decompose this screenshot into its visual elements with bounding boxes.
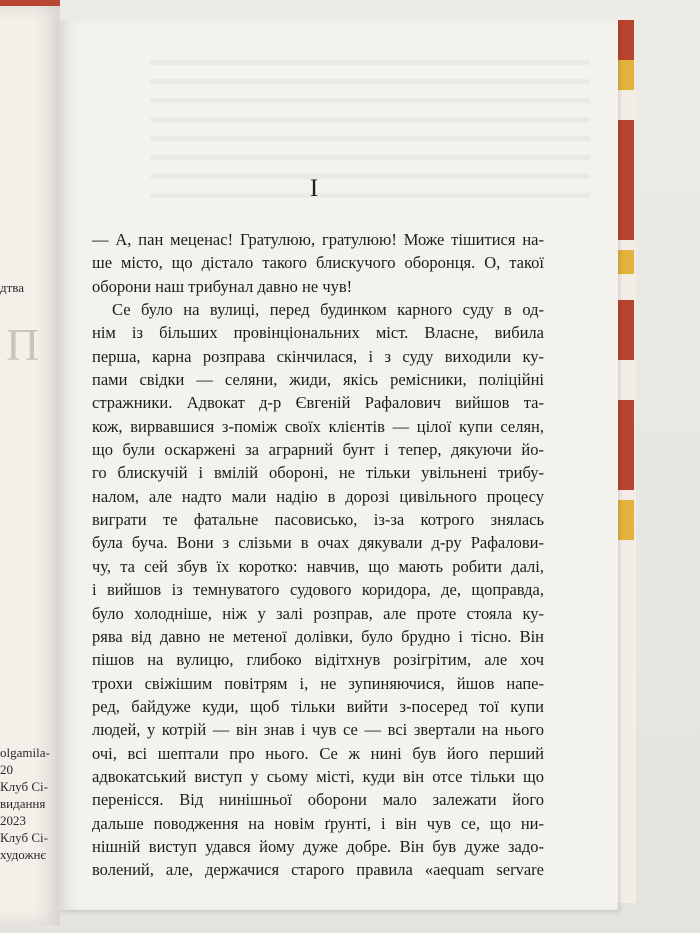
text-line: кож, вирвавшися з-поміж своїх клієнтів — цілої купи селян,	[92, 416, 544, 436]
text-line: Се було на вулиці, перед будинком карного суду в од-	[112, 300, 544, 320]
text-line: го блискучій і вмілій обороні, не тільки увільнені трибу-	[92, 463, 544, 483]
text-line: — А, пан меценас! Гратулюю, гратулюю! Може тішитися на-	[92, 230, 544, 249]
text-line: була буча. Вони з слізьми в очах дякували д-ру Рафалови-	[92, 533, 544, 553]
text-line: оборони наш трибунал давно не чув!	[92, 276, 353, 296]
text-line: налом, але надто мали надію в дорозі цивільного процесу	[92, 486, 544, 506]
text-line: ше місто, що дістало такого блискучого оборонця. О, такої	[92, 253, 544, 273]
left-page-glyph: П	[6, 319, 40, 370]
left-page-line: olgamila-	[0, 745, 50, 760]
left-page-line: 20	[0, 762, 13, 777]
text-line: людей, у котрій — він знав і чув се — всі звертали на нього	[92, 720, 544, 740]
left-page-line: видання	[0, 796, 46, 811]
left-page-line: дтва	[0, 280, 25, 295]
text-line: трохи свіжішим повітрям і, не зупиняючися, йшов напе-	[92, 673, 544, 693]
text-line: стражники. Адвокат д-р Євгеній Рафалович вийшов та-	[92, 393, 544, 413]
text-line: нішній виступ удався йому дуже добре. Він був дуже задо-	[92, 836, 544, 856]
text-line: волений, але, держачися старого правила «aequam servare	[92, 860, 544, 880]
text-line: виграти те фатальне пасовисько, із-за котрого знялась	[92, 510, 544, 530]
chapter-number: I	[309, 175, 319, 202]
text-line: пішов на вулицю, глибоко відітхнув розігрітим, але хоч	[92, 650, 544, 670]
body-text	[92, 228, 544, 882]
text-line: адвокатський виступ у сьому місті, куди він отсе тільки що	[92, 766, 544, 786]
left-page-line: Клуб Сі-	[0, 830, 48, 845]
text-line: ред, байдуже куди, щоб тільки вийти з-посеред тої купи	[92, 696, 544, 716]
text-line: рява від давно не метеної долівки, було брудно і тісно. Він	[92, 626, 544, 646]
text-line: нім із більших провінціональних міст. Власне, вибила	[92, 323, 544, 343]
text-line: перенісся. Від нинішньої оборони мало залежати його	[92, 790, 544, 810]
text-line: очі, всі шептали про нього. Се ж нині був його перший	[92, 743, 544, 763]
text-line: чу, та сей збув їх коротко: навчив, що мають робити далі,	[92, 556, 544, 576]
left-page-line: художнє	[0, 847, 46, 862]
text-line: дальше поводження на новім ґрунті, і він чув се, що ни-	[92, 813, 544, 833]
text-line: що були оскаржені за аграрний бунт і тепер, дякуючи йо-	[92, 440, 544, 460]
text-line: пами свідки — селяни, жиди, якісь ремісники, поліційні	[92, 370, 544, 390]
left-page-line: Клуб Сі-	[0, 779, 48, 794]
text-line: перша, карна розправа скінчилася, і з суду виходили ку-	[92, 346, 544, 366]
text-line: і вийшов із темнуватого судового коридора, де, щоправда,	[92, 580, 544, 600]
left-page-line: 2023	[0, 813, 26, 828]
text-line: було холодніше, ніж у залі розправ, але проте стояла ку-	[92, 603, 544, 623]
